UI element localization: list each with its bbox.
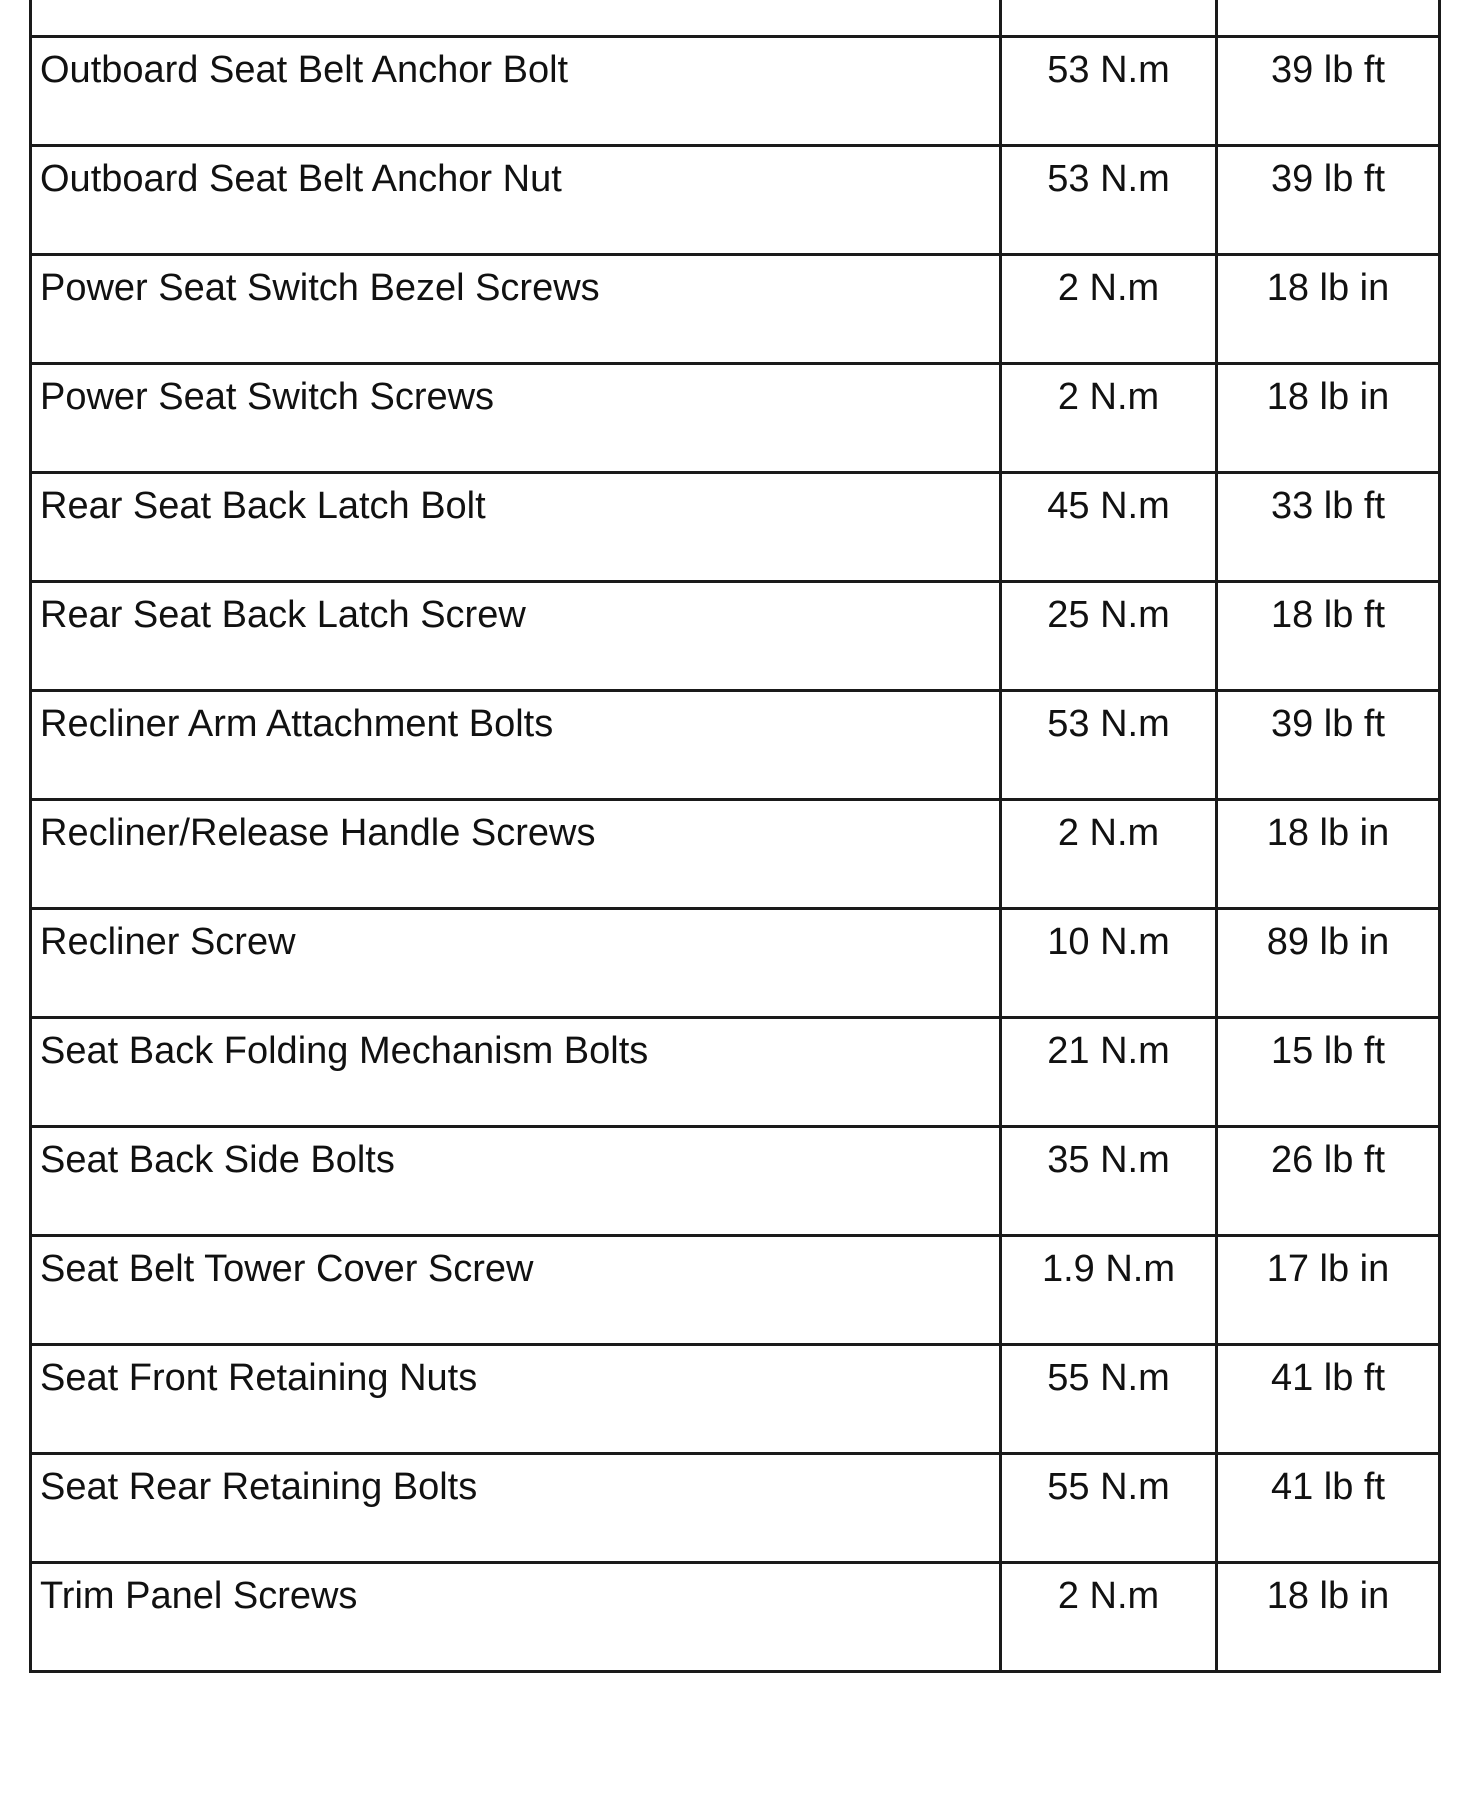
application-cell: Rear Seat Back Latch Screw [31, 581, 1001, 690]
metric-torque-cell: 53 N.m [1001, 145, 1217, 254]
application-cell: Recliner/Release Handle Screws [31, 799, 1001, 908]
application-cell: Rear Seat Back Latch Bolt [31, 472, 1001, 581]
table-row [31, 799, 1440, 908]
metric-torque-cell: 2 N.m [1001, 799, 1217, 908]
english-torque-cell: 89 lb in [1217, 908, 1440, 1017]
metric-torque-cell: 55 N.m [1001, 1453, 1217, 1562]
table-row [31, 1126, 1440, 1235]
application-cell: Outboard Seat Belt Anchor Bolt [31, 36, 1001, 145]
application-cell: Power Seat Switch Screws [31, 363, 1001, 472]
english-torque-cell: 18 lb ft [1217, 581, 1440, 690]
partial-cell [1217, 0, 1440, 36]
metric-torque-cell: 53 N.m [1001, 36, 1217, 145]
metric-torque-cell: 35 N.m [1001, 1126, 1217, 1235]
torque-spec-table-body [31, 0, 1440, 1671]
metric-torque-cell: 10 N.m [1001, 908, 1217, 1017]
metric-torque-cell: 2 N.m [1001, 1562, 1217, 1671]
metric-torque-cell: 21 N.m [1001, 1017, 1217, 1126]
application-cell: Recliner Screw [31, 908, 1001, 1017]
application-cell: Outboard Seat Belt Anchor Nut [31, 145, 1001, 254]
table-row [31, 1453, 1440, 1562]
application-cell: Seat Front Retaining Nuts [31, 1344, 1001, 1453]
table-row [31, 36, 1440, 145]
table-row [31, 1235, 1440, 1344]
table-row [31, 581, 1440, 690]
partial-cell [1001, 0, 1217, 36]
application-cell: Power Seat Switch Bezel Screws [31, 254, 1001, 363]
application-cell: Seat Belt Tower Cover Screw [31, 1235, 1001, 1344]
metric-torque-cell: 2 N.m [1001, 363, 1217, 472]
english-torque-cell: 39 lb ft [1217, 690, 1440, 799]
english-torque-cell: 39 lb ft [1217, 36, 1440, 145]
metric-torque-cell: 25 N.m [1001, 581, 1217, 690]
table-row [31, 363, 1440, 472]
table-row [31, 1562, 1440, 1671]
metric-torque-cell: 1.9 N.m [1001, 1235, 1217, 1344]
english-torque-cell: 17 lb in [1217, 1235, 1440, 1344]
metric-torque-cell: 45 N.m [1001, 472, 1217, 581]
table-row [31, 472, 1440, 581]
application-cell: Trim Panel Screws [31, 1562, 1001, 1671]
table-row [31, 908, 1440, 1017]
english-torque-cell: 18 lb in [1217, 363, 1440, 472]
table-row [31, 254, 1440, 363]
metric-torque-cell: 55 N.m [1001, 1344, 1217, 1453]
english-torque-cell: 18 lb in [1217, 799, 1440, 908]
table-row [31, 145, 1440, 254]
english-torque-cell: 33 lb ft [1217, 472, 1440, 581]
metric-torque-cell: 53 N.m [1001, 690, 1217, 799]
english-torque-cell: 18 lb in [1217, 1562, 1440, 1671]
table-row [31, 690, 1440, 799]
table-row [31, 1344, 1440, 1453]
application-cell: Recliner Arm Attachment Bolts [31, 690, 1001, 799]
english-torque-cell: 15 lb ft [1217, 1017, 1440, 1126]
table-row [31, 1017, 1440, 1126]
partial-cell [31, 0, 1001, 36]
application-cell: Seat Back Folding Mechanism Bolts [31, 1017, 1001, 1126]
english-torque-cell: 26 lb ft [1217, 1126, 1440, 1235]
english-torque-cell: 18 lb in [1217, 254, 1440, 363]
english-torque-cell: 39 lb ft [1217, 145, 1440, 254]
torque-spec-table [29, 0, 1441, 1673]
english-torque-cell: 41 lb ft [1217, 1453, 1440, 1562]
english-torque-cell: 41 lb ft [1217, 1344, 1440, 1453]
table-row-partial [31, 0, 1440, 36]
application-cell: Seat Rear Retaining Bolts [31, 1453, 1001, 1562]
metric-torque-cell: 2 N.m [1001, 254, 1217, 363]
application-cell: Seat Back Side Bolts [31, 1126, 1001, 1235]
